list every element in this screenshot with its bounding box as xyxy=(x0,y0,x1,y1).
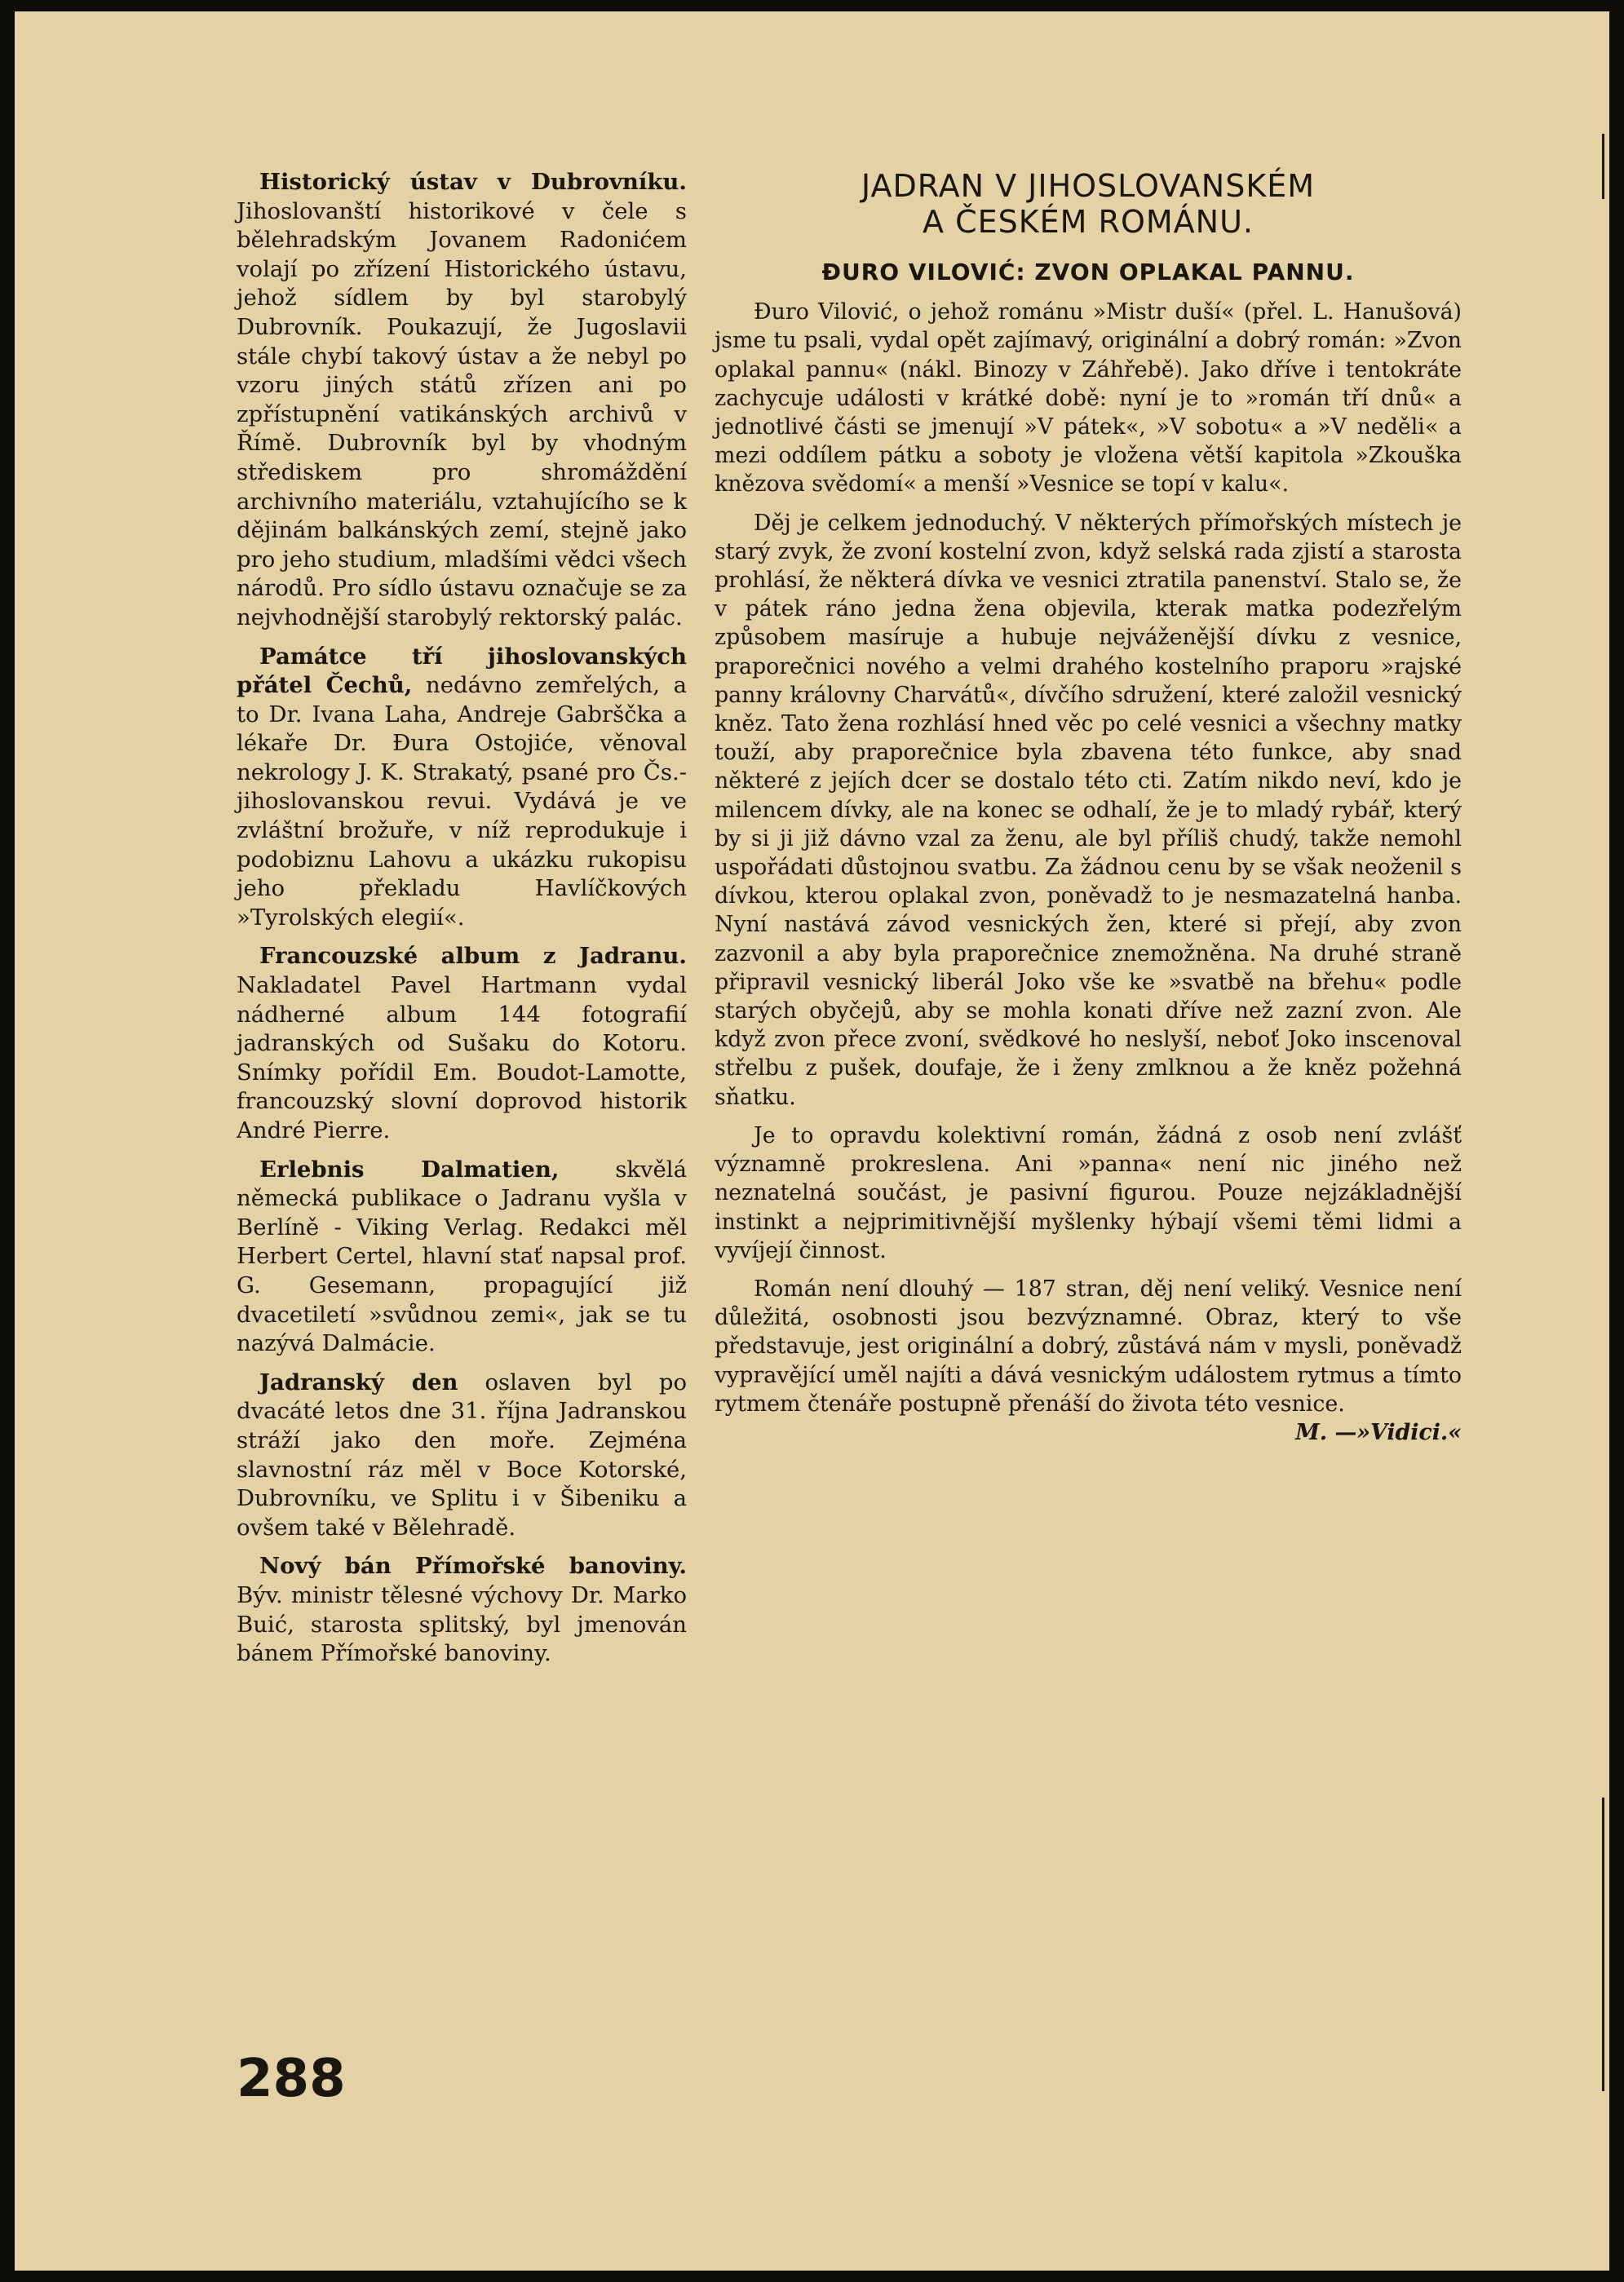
article-paragraph-text: Román není dlouhý — 187 stran, děj není veliký. Vesnice není důležitá, osobnosti jsou bezvýznamné. Obraz, který to vše představuje, jest originální a dobrý, zůstává nám v mysli, poněvadž vypravějící uměl najíti a dává vesnickým událostem rytmus a tímto rytmem čtenáře postupně přenáší do života této vesnice. xyxy=(715,1276,1462,1417)
news-item-heading: Francouzské album z Jadranu. xyxy=(259,943,687,970)
news-item xyxy=(237,1369,687,1543)
article-column xyxy=(715,168,1462,1447)
news-item xyxy=(237,942,687,1145)
news-item-body: Býv. ministr tělesné výchovy Dr. Marko Buić, starosta splitský, byl jmenován bánem Přímořské banoviny. xyxy=(237,1581,687,1667)
news-item-heading: Památce tří jihoslovanských přátel Čechů, xyxy=(237,643,687,699)
article-paragraph: Đuro Vilović, o jehož románu »Mistr duší« (přel. L. Hanušová) jsme tu psali, vydal opět zajímavý, originální a dobrý román: »Zvon oplakal pannu« (nákl. Binozy v Záhřebě). Jako dříve i tentokráte zachycuje události v krátké době: nyní je to »román tří dnů« a jednotlivé části se jmenují »V pátek«, »V sobotu« a »V neděli« a mezi oddílem pátku a soboty je vložena větší kapitola »Zkouška knězova svědomí« a menší »Vesnice se topí v kalu«. xyxy=(715,299,1462,498)
news-item-heading: Historický ústav v Dubrovníku. xyxy=(259,169,687,195)
news-item-body: oslaven byl po dvacáté letos dne 31. října Jadranskou stráží jako den moře. Zejména slavnostní ráz měl v Boce Kotorské, Dubrovníku, ve Splitu i v Šibeniku a ovšem také v Bělehradě. xyxy=(237,1369,687,1541)
news-item-body: nedávno zemřelých, a to Dr. Ivana Laha, Andreje Gabrščka a lékaře Dr. Đura Ostojiće, věnoval nekrology J. K. Strakatý, psané pro Čs.-jihoslovanskou revui. Vydává je ve zvláštní brožuře, v níž reprodukuje i podobiznu Lahovu a ukázku rukopisu jeho překladu Havlíčkových »Tyrolských elegií«. xyxy=(237,672,687,931)
article-signature: M. —»Vidici.« xyxy=(1295,1419,1462,1445)
article-title-line: JADRAN V JIHOSLOVANSKÉM xyxy=(861,168,1316,204)
article-subtitle: ĐURO VILOVIĆ: ZVON OPLAKAL PANNU. xyxy=(821,259,1355,285)
news-item-heading: Erlebnis Dalmatien, xyxy=(259,1156,560,1183)
page-edge-mark xyxy=(1602,134,1604,199)
news-item xyxy=(237,168,687,633)
news-column xyxy=(237,168,687,1678)
page-number: 288 xyxy=(237,2049,346,2109)
news-item-body: Jihoslovanští historikové v čele s bělehradským Jovanem Radonićem volají po zřízení Historického ústavu, jehož sídlem by byl starobylý Dubrovník. Poukazují, že Jugoslavii stále chybí takový ústav a že nebyl po vzoru jiných států zřízen ani po zpřístupnění vatikánských archivů v Římě. Dubrovník byl by vhodným střediskem pro shromáždění archivního materiálu, vztahujícího se k dějinám balkánských zemí, stejně jako pro jeho studium, mladšími vědci všech národů. Pro sídlo ústavu označuje se za nejvhodnější starobylý rektorský palác. xyxy=(237,197,687,630)
document-page xyxy=(15,11,1609,2271)
article-paragraph: Je to opravdu kolektivní román, žádná z osob není zvlášť významně prokreslena. Ani »panna« není nic jiného než neznatelná součást, je pasivní figurou. Pouze nejzákladnější instinkt a nejprimitivnější myšlenky hýbají všemi těmi lidmi a vyvíjejí činnost. xyxy=(715,1122,1462,1263)
news-item xyxy=(237,1156,687,1359)
article-paragraph xyxy=(715,1275,1462,1445)
news-item-heading: Jadranský den xyxy=(259,1369,458,1395)
news-item xyxy=(237,1552,687,1668)
article-paragraph: Děj je celkem jednoduchý. V některých přímořských místech je starý zvyk, že zvoní kostelní zvon, když selská rada zjistí a starosta prohlásí, že některá dívka ve vesnici ztratila panenství. Stalo se, že v pátek ráno jedna žena objevila, kterak matka podezřelým způsobem masíruje a hubuje nejváženější dívku z vesnice, praporečnici nového a velmi drahého kostelního praporu »rajské panny královny Charvátů«, dívčího sdružení, které založil vesnický kněz. Tato žena rozhlásí hned věc po celé vesnici a všechny matky touží, aby praporečnice byla zbavena této funkce, aby snad některé z jejích dcer se dostalo této cti. Zatím nikdo neví, kdo je milencem dívky, ale na konec se odhalí, že je to mladý rybář, který by si ji již dávno vzal za ženu, ale byl příliš chudý, takže nemohl uspořádati důstojnou svatbu. Za žádnou cenu by se však neoženil s dívkou, kterou oplakal zvon, poněvadž to je nesmazatelná hanba. Nyní nastává závod vesnických žen, které si přejí, aby zvon zazvonil a aby byla praporečnice znemožněna. Na druhé straně připravil vesnický liberál Joko vše ke »svatbě na břehu« podle starých obyčejů, aby se mohla konati dříve než zazní zvon. Ale když zvon přece zvoní, svědkové ho neslyší, neboť Joko inscenoval střelbu z pušek, doufaje, že i ženy zmlknou a že kněz požehná sňatku. xyxy=(715,510,1462,1110)
news-item-heading: Nový bán Přímořské banoviny. xyxy=(259,1553,687,1580)
article-title xyxy=(715,168,1462,240)
news-item-body: skvělá německá publikace o Jadranu vyšla v Berlíně - Viking Verlag. Redakci měl Herbert Certel, hlavní stať napsal prof. G. Gesemann, propagující již dvacetiletí »svůdnou zemi«, jak se tu nazývá Dalmácie. xyxy=(237,1156,687,1357)
news-item-body: Nakladatel Pavel Hartmann vydal nádherné album 144 fotografií jadranských od Sušaku do Kotoru. Snímky pořídil Em. Boudot-Lamotte, francouzský slovní doprovod historik André Pierre. xyxy=(237,972,687,1143)
news-item xyxy=(237,643,687,933)
article-title-line: A ČESKÉM ROMÁNU. xyxy=(923,204,1254,240)
page-edge-mark xyxy=(1602,1798,1604,2091)
